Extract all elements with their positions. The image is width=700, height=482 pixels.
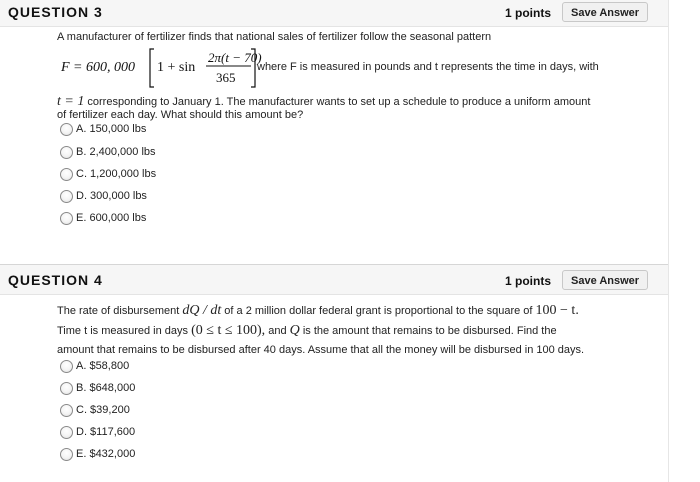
- option-label[interactable]: B. 2,400,000 lbs: [76, 146, 156, 158]
- radio-button[interactable]: [60, 360, 73, 373]
- formula-one-plus-sin: 1 + sin: [157, 60, 196, 75]
- math-q: Q: [289, 323, 300, 338]
- save-answer-button[interactable]: Save Answer: [562, 2, 648, 22]
- formula-numerator: 2π(t − 70): [208, 50, 262, 65]
- math-t-range: (0 ≤ t ≤ 100),: [191, 323, 266, 338]
- formula-lhs: F = 600, 000: [61, 60, 135, 75]
- question-text-line: of fertilizer each day. What should this amount be?: [57, 109, 304, 121]
- question-title: QUESTION 4: [8, 272, 103, 288]
- question-points: 1 points: [505, 6, 552, 20]
- question-text-span: Time t is measured in days: [57, 325, 192, 337]
- question-3-header: [0, 0, 668, 27]
- question-text-line: amount that remains to be disbursed after 40 days. Assume that all the money will be disbursed in 100 days.: [57, 344, 585, 356]
- option-label[interactable]: E. $432,000: [76, 448, 136, 460]
- option-label[interactable]: B. $648,000: [76, 382, 136, 394]
- question-text-line: [57, 323, 557, 339]
- question-text-span: and: [265, 325, 290, 337]
- radio-button[interactable]: [60, 426, 73, 439]
- question-text-line: [57, 303, 579, 319]
- radio-button[interactable]: [60, 404, 73, 417]
- option-label[interactable]: E. 600,000 lbs: [76, 212, 147, 224]
- option-label[interactable]: C. 1,200,000 lbs: [76, 168, 157, 180]
- save-answer-button[interactable]: Save Answer: [562, 270, 648, 290]
- radio-button[interactable]: [60, 146, 73, 159]
- question-text-span: of a 2 million dollar federal grant is proportional to the square of: [221, 305, 536, 317]
- radio-button[interactable]: [60, 123, 73, 136]
- page-right-border: [668, 0, 669, 482]
- question-4-header: [0, 264, 668, 295]
- math-dq-dt: dQ / dt: [182, 303, 222, 318]
- option-label[interactable]: A. $58,800: [76, 360, 130, 372]
- radio-button[interactable]: [60, 168, 73, 181]
- question-text-span: The rate of disbursement: [57, 305, 183, 317]
- option-label[interactable]: D. $117,600: [76, 426, 136, 438]
- formula-denominator: 365: [216, 70, 236, 85]
- option-label[interactable]: A. 150,000 lbs: [76, 123, 147, 135]
- option-label[interactable]: D. 300,000 lbs: [76, 190, 147, 202]
- radio-button[interactable]: [60, 382, 73, 395]
- math-100-minus-t: 100 − t.: [535, 303, 579, 318]
- question-text-span: is the amount that remains to be disbursed. Find the: [299, 325, 557, 337]
- question-title: QUESTION 3: [8, 4, 103, 20]
- option-label[interactable]: C. $39,200: [76, 404, 130, 416]
- radio-button[interactable]: [60, 212, 73, 225]
- question-points: 1 points: [505, 274, 552, 288]
- question-text-span: corresponding to January 1. The manufacturer wants to set up a schedule to produce a uniform amount: [84, 96, 591, 108]
- radio-button[interactable]: [60, 448, 73, 461]
- math-t-equals-1: t = 1: [57, 94, 85, 109]
- sales-formula: [61, 46, 262, 90]
- question-text-line: where F is measured in pounds and t represents the time in days, with: [257, 61, 599, 73]
- radio-button[interactable]: [60, 190, 73, 203]
- question-text-line: A manufacturer of fertilizer finds that national sales of fertilizer follow the seasonal pattern: [57, 31, 492, 43]
